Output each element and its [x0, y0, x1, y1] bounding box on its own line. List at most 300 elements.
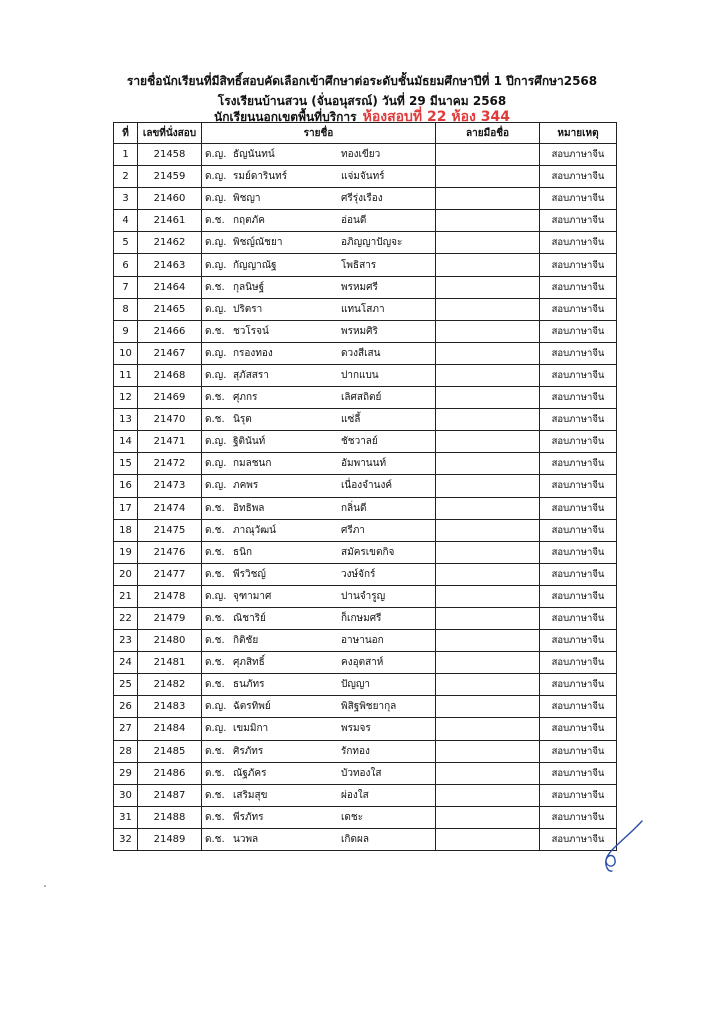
note: สอบภาษาจีน [540, 718, 617, 740]
first-name: ปริตรา [233, 303, 263, 315]
note: สอบภาษาจีน [540, 320, 617, 342]
note: สอบภาษาจีน [540, 784, 617, 806]
scan-speck [44, 885, 46, 887]
row-number: 27 [114, 718, 138, 740]
signature-cell[interactable] [436, 519, 540, 541]
col-header-name: รายชื่อ [202, 123, 436, 144]
last-name: ทองเขียว [341, 149, 381, 161]
last-name: ก็เกษมศรี [341, 613, 382, 625]
table-row [114, 607, 617, 629]
note: สอบภาษาจีน [540, 453, 617, 475]
name-prefix: ด.ช. [205, 215, 225, 227]
signature-cell[interactable] [436, 762, 540, 784]
note: สอบภาษาจีน [540, 696, 617, 718]
name-prefix: ด.ช. [205, 635, 225, 647]
row-number: 32 [114, 828, 138, 850]
note: สอบภาษาจีน [540, 298, 617, 320]
row-number: 2 [114, 166, 138, 188]
name-prefix: ด.ช. [205, 502, 225, 514]
col-header-seat: เลขที่นั่งสอบ [138, 123, 202, 144]
row-number: 31 [114, 806, 138, 828]
last-name: ผ่องใส [341, 789, 369, 801]
table-row [114, 475, 617, 497]
name-prefix: ด.ญ. [205, 149, 227, 161]
first-name: ณิชาริย์ [233, 613, 266, 625]
signature-cell[interactable] [436, 497, 540, 519]
name-prefix: ด.ช. [205, 392, 225, 404]
signature-cell[interactable] [436, 276, 540, 298]
header-group-label: นักเรียนนอกเขตพื้นที่บริการ [214, 110, 357, 124]
signature-cell[interactable] [436, 674, 540, 696]
seat-number: 21485 [138, 740, 202, 762]
seat-number: 21462 [138, 232, 202, 254]
table-row [114, 652, 617, 674]
student-name-cell [202, 409, 436, 431]
note: สอบภาษาจีน [540, 475, 617, 497]
last-name: อ่อนดี [341, 215, 367, 227]
note: สอบภาษาจีน [540, 585, 617, 607]
first-name: สุภัสสรา [233, 369, 269, 381]
row-number: 24 [114, 652, 138, 674]
seat-number: 21475 [138, 519, 202, 541]
signature-cell[interactable] [436, 475, 540, 497]
signature-cell[interactable] [436, 585, 540, 607]
note: สอบภาษาจีน [540, 210, 617, 232]
seat-number: 21469 [138, 387, 202, 409]
seat-number: 21465 [138, 298, 202, 320]
first-name: กรองทอง [233, 347, 273, 359]
student-name-cell [202, 144, 436, 166]
row-number: 15 [114, 453, 138, 475]
last-name: ปัญญา [341, 679, 371, 691]
name-prefix: ด.ช. [205, 524, 225, 536]
first-name: จุฑามาศ [233, 590, 272, 602]
table-header-row [114, 123, 617, 144]
last-name: เดชะ [341, 811, 364, 823]
row-number: 28 [114, 740, 138, 762]
first-name: ภาณุวัฒน์ [233, 524, 276, 536]
row-number: 3 [114, 188, 138, 210]
student-name-cell [202, 387, 436, 409]
first-name: ศิรภัทร [233, 745, 264, 757]
row-number: 17 [114, 497, 138, 519]
seat-number: 21471 [138, 431, 202, 453]
name-prefix: ด.ช. [205, 679, 225, 691]
first-name: ภคพร [233, 480, 259, 492]
last-name: วงษ์จักร์ [341, 568, 376, 580]
note: สอบภาษาจีน [540, 563, 617, 585]
table-row [114, 519, 617, 541]
row-number: 23 [114, 630, 138, 652]
name-prefix: ด.ช. [205, 833, 225, 845]
last-name: ดวงสีเสน [341, 347, 381, 359]
student-name-cell [202, 431, 436, 453]
signature-cell[interactable] [436, 210, 540, 232]
first-name: กัญญาณัฐ [233, 259, 277, 271]
seat-number: 21461 [138, 210, 202, 232]
first-name: ฉัตรทิพย์ [233, 701, 271, 713]
first-name: ชวโรจน์ [233, 325, 269, 337]
first-name: ศุภสิทธิ์ [233, 657, 265, 669]
seat-number: 21489 [138, 828, 202, 850]
table-row [114, 674, 617, 696]
seat-number: 21488 [138, 806, 202, 828]
table-row [114, 718, 617, 740]
name-prefix: ด.ญ. [205, 436, 227, 448]
student-name-cell [202, 519, 436, 541]
last-name: โพธิสาร [341, 259, 377, 271]
table-row [114, 585, 617, 607]
student-name-cell [202, 210, 436, 232]
signature-cell[interactable] [436, 740, 540, 762]
signature-cell[interactable] [436, 696, 540, 718]
seat-number: 21486 [138, 762, 202, 784]
name-prefix: ด.ญ. [205, 480, 227, 492]
last-name: พรมจร [341, 723, 371, 735]
last-name: ศรีภา [341, 524, 365, 536]
seat-number: 21467 [138, 342, 202, 364]
signature-cell[interactable] [436, 541, 540, 563]
note: สอบภาษาจีน [540, 607, 617, 629]
first-name: กุลนิษฐ์ [233, 281, 265, 293]
name-prefix: ด.ช. [205, 613, 225, 625]
last-name: รักทอง [341, 745, 370, 757]
last-name: ปากแบน [341, 369, 379, 381]
last-name: พรหมศิริ [341, 325, 378, 337]
first-name: ธัญนันทน์ [233, 149, 275, 161]
row-number: 10 [114, 342, 138, 364]
name-prefix: ด.ญ. [205, 590, 227, 602]
table-row [114, 453, 617, 475]
seat-number: 21464 [138, 276, 202, 298]
signature-cell[interactable] [436, 563, 540, 585]
table-row [114, 497, 617, 519]
table-row [114, 563, 617, 585]
row-number: 19 [114, 541, 138, 563]
row-number: 4 [114, 210, 138, 232]
note: สอบภาษาจีน [540, 254, 617, 276]
student-name-cell [202, 298, 436, 320]
exam-room-label: ห้องสอบที่ 22 ห้อง 344 [362, 109, 510, 125]
student-name-cell [202, 342, 436, 364]
first-name: พิชญ์ณัชยา [233, 237, 283, 249]
note: สอบภาษาจีน [540, 144, 617, 166]
student-name-cell [202, 320, 436, 342]
table-row [114, 320, 617, 342]
note: สอบภาษาจีน [540, 364, 617, 386]
seat-number: 21472 [138, 453, 202, 475]
name-prefix: ด.ช. [205, 281, 225, 293]
row-number: 25 [114, 674, 138, 696]
seat-number: 21460 [138, 188, 202, 210]
first-name: พีรภัทร [233, 811, 264, 823]
name-prefix: ด.ช. [205, 789, 225, 801]
row-number: 22 [114, 607, 138, 629]
first-name: นวพล [233, 833, 259, 845]
student-name-cell [202, 784, 436, 806]
student-name-cell [202, 563, 436, 585]
seat-number: 21480 [138, 630, 202, 652]
first-name: ธนิก [233, 546, 252, 558]
table-row [114, 630, 617, 652]
seat-number: 21487 [138, 784, 202, 806]
last-name: ชัชวาลย์ [341, 436, 378, 448]
note: สอบภาษาจีน [540, 409, 617, 431]
student-name-cell [202, 674, 436, 696]
row-number: 20 [114, 563, 138, 585]
signature-cell[interactable] [436, 188, 540, 210]
student-name-cell [202, 806, 436, 828]
row-number: 29 [114, 762, 138, 784]
row-number: 21 [114, 585, 138, 607]
first-name: เสริมสุข [233, 789, 268, 801]
header-school-date: โรงเรียนบ้านสวน (จั่นอนุสรณ์) วันที่ 29 มีนาคม 2568 [217, 94, 507, 108]
table-row [114, 188, 617, 210]
note: สอบภาษาจีน [540, 276, 617, 298]
student-name-cell [202, 475, 436, 497]
student-name-cell [202, 585, 436, 607]
signature-cell[interactable] [436, 254, 540, 276]
table-row [114, 342, 617, 364]
name-prefix: ด.ช. [205, 414, 225, 426]
student-name-cell [202, 453, 436, 475]
seat-number: 21458 [138, 144, 202, 166]
row-number: 1 [114, 144, 138, 166]
row-number: 5 [114, 232, 138, 254]
last-name: เลิศสถิตย์ [341, 392, 382, 404]
last-name: กลิ่นดี [341, 502, 367, 514]
name-prefix: ด.ญ. [205, 171, 227, 183]
first-name: กฤตภัค [233, 215, 265, 227]
table-row [114, 276, 617, 298]
row-number: 11 [114, 364, 138, 386]
first-name: กมลชนก [233, 458, 272, 470]
table-row [114, 364, 617, 386]
signature-cell[interactable] [436, 364, 540, 386]
table-row [114, 166, 617, 188]
signature-cell[interactable] [436, 387, 540, 409]
first-name: เขมมิกา [233, 723, 269, 735]
name-prefix: ด.ญ. [205, 259, 227, 271]
table-row [114, 431, 617, 453]
student-name-cell [202, 276, 436, 298]
signature-cell[interactable] [436, 652, 540, 674]
signature-cell[interactable] [436, 166, 540, 188]
note: สอบภาษาจีน [540, 652, 617, 674]
name-prefix: ด.ญ. [205, 701, 227, 713]
row-number: 6 [114, 254, 138, 276]
signature-cell[interactable] [436, 144, 540, 166]
signature-cell[interactable] [436, 718, 540, 740]
row-number: 8 [114, 298, 138, 320]
last-name: เกิดผล [341, 833, 369, 845]
table-row [114, 298, 617, 320]
note: สอบภาษาจีน [540, 806, 617, 828]
note: สอบภาษาจีน [540, 762, 617, 784]
first-name: กิติชัย [233, 635, 259, 647]
signature-cell[interactable] [436, 342, 540, 364]
table-body [114, 144, 617, 851]
student-name-cell [202, 541, 436, 563]
signature-cell[interactable] [436, 784, 540, 806]
first-name: พีรวิชญ์ [233, 568, 266, 580]
name-prefix: ด.ช. [205, 657, 225, 669]
name-prefix: ด.ญ. [205, 458, 227, 470]
table-row [114, 210, 617, 232]
table-row [114, 806, 617, 828]
signature-cell[interactable] [436, 232, 540, 254]
last-name: คงอุตสาห์ [341, 657, 384, 669]
row-number: 9 [114, 320, 138, 342]
signature-cell[interactable] [436, 298, 540, 320]
first-name: อิทธิพล [233, 502, 265, 514]
table-row [114, 232, 617, 254]
student-name-cell [202, 607, 436, 629]
last-name: แจ่มจันทร์ [341, 171, 385, 183]
name-prefix: ด.ญ. [205, 369, 227, 381]
first-name: ธนภัทร [233, 679, 265, 691]
name-prefix: ด.ช. [205, 546, 225, 558]
note: สอบภาษาจีน [540, 541, 617, 563]
note: สอบภาษาจีน [540, 630, 617, 652]
last-name: พิสิฐพิชยากุล [341, 701, 397, 713]
name-prefix: ด.ญ. [205, 193, 227, 205]
header-title: รายชื่อนักเรียนที่มีสิทธิ์สอบคัดเลือกเข้าศึกษาต่อระดับชั้นมัธยมศึกษาปีที่ 1 ปีการศึกษา2568 [126, 74, 598, 88]
student-name-cell [202, 188, 436, 210]
name-prefix: ด.ช. [205, 325, 225, 337]
seat-number: 21459 [138, 166, 202, 188]
seat-number: 21468 [138, 364, 202, 386]
first-name: ณัฐภัคร [233, 767, 267, 779]
col-header-note: หมายเหตุ [540, 123, 617, 144]
name-prefix: ด.ญ. [205, 303, 227, 315]
name-prefix: ด.ช. [205, 745, 225, 757]
col-header-signature: ลายมือชื่อ [436, 123, 540, 144]
row-number: 12 [114, 387, 138, 409]
table-row [114, 387, 617, 409]
name-prefix: ด.ญ. [205, 723, 227, 735]
note: สอบภาษาจีน [540, 431, 617, 453]
first-name: พิชญา [233, 193, 261, 205]
signature-cell[interactable] [436, 453, 540, 475]
note: สอบภาษาจีน [540, 497, 617, 519]
seat-number: 21466 [138, 320, 202, 342]
table-row [114, 828, 617, 850]
note: สอบภาษาจีน [540, 674, 617, 696]
seat-number: 21483 [138, 696, 202, 718]
student-name-cell [202, 166, 436, 188]
note: สอบภาษาจีน [540, 740, 617, 762]
last-name: สมัครเขตกิจ [341, 546, 395, 558]
student-name-cell [202, 232, 436, 254]
last-name: ปานจำรูญ [341, 590, 386, 602]
signature-cell[interactable] [436, 320, 540, 342]
table-row [114, 740, 617, 762]
signature-cell[interactable] [436, 806, 540, 828]
table-row [114, 409, 617, 431]
row-number: 26 [114, 696, 138, 718]
signature-cell[interactable] [436, 431, 540, 453]
student-name-cell [202, 828, 436, 850]
first-name: รมย์ดารินทร์ [233, 171, 288, 183]
seat-number: 21470 [138, 409, 202, 431]
last-name: อาษานอก [341, 635, 384, 647]
last-name: อัมพานนท์ [341, 458, 387, 470]
student-name-cell [202, 762, 436, 784]
signature-cell[interactable] [436, 607, 540, 629]
seat-number: 21476 [138, 541, 202, 563]
student-name-cell [202, 718, 436, 740]
first-name: นิรุต [233, 414, 252, 426]
first-name: ฐิตินันท์ [233, 436, 266, 448]
table-row [114, 784, 617, 806]
seat-number: 21482 [138, 674, 202, 696]
row-number: 30 [114, 784, 138, 806]
first-name: ศุภกร [233, 392, 258, 404]
note: สอบภาษาจีน [540, 828, 617, 850]
name-prefix: ด.ช. [205, 767, 225, 779]
student-name-cell [202, 497, 436, 519]
student-name-cell [202, 696, 436, 718]
note: สอบภาษาจีน [540, 232, 617, 254]
note: สอบภาษาจีน [540, 519, 617, 541]
row-number: 7 [114, 276, 138, 298]
signature-cell[interactable] [436, 630, 540, 652]
last-name: เนื่องจำนงค์ [341, 480, 393, 492]
name-prefix: ด.ช. [205, 568, 225, 580]
seat-number: 21463 [138, 254, 202, 276]
seat-number: 21473 [138, 475, 202, 497]
row-number: 13 [114, 409, 138, 431]
signature-cell[interactable] [436, 409, 540, 431]
row-number: 16 [114, 475, 138, 497]
last-name: แซ่ลี้ [341, 414, 361, 426]
table-row [114, 696, 617, 718]
student-table [113, 122, 617, 851]
signature-cell[interactable] [436, 828, 540, 850]
last-name: อภิญญาปัญจะ [341, 237, 403, 249]
seat-number: 21484 [138, 718, 202, 740]
name-prefix: ด.ญ. [205, 347, 227, 359]
table-row [114, 762, 617, 784]
row-number: 14 [114, 431, 138, 453]
table-row [114, 144, 617, 166]
seat-number: 21481 [138, 652, 202, 674]
student-name-cell [202, 652, 436, 674]
col-header-no: ที่ [114, 123, 138, 144]
student-name-cell [202, 630, 436, 652]
handwritten-signature [598, 818, 646, 874]
student-name-cell [202, 254, 436, 276]
student-name-cell [202, 740, 436, 762]
last-name: ศรีรุ่งเรือง [341, 193, 383, 205]
note: สอบภาษาจีน [540, 387, 617, 409]
table-row [114, 254, 617, 276]
name-prefix: ด.ญ. [205, 237, 227, 249]
last-name: แทนโสภา [341, 303, 385, 315]
note: สอบภาษาจีน [540, 166, 617, 188]
seat-number: 21479 [138, 607, 202, 629]
seat-number: 21477 [138, 563, 202, 585]
row-number: 18 [114, 519, 138, 541]
seat-number: 21474 [138, 497, 202, 519]
table-row [114, 541, 617, 563]
last-name: บัวทองใส [341, 767, 382, 779]
seat-number: 21478 [138, 585, 202, 607]
last-name: พรหมศรี [341, 281, 378, 293]
note: สอบภาษาจีน [540, 342, 617, 364]
name-prefix: ด.ช. [205, 811, 225, 823]
